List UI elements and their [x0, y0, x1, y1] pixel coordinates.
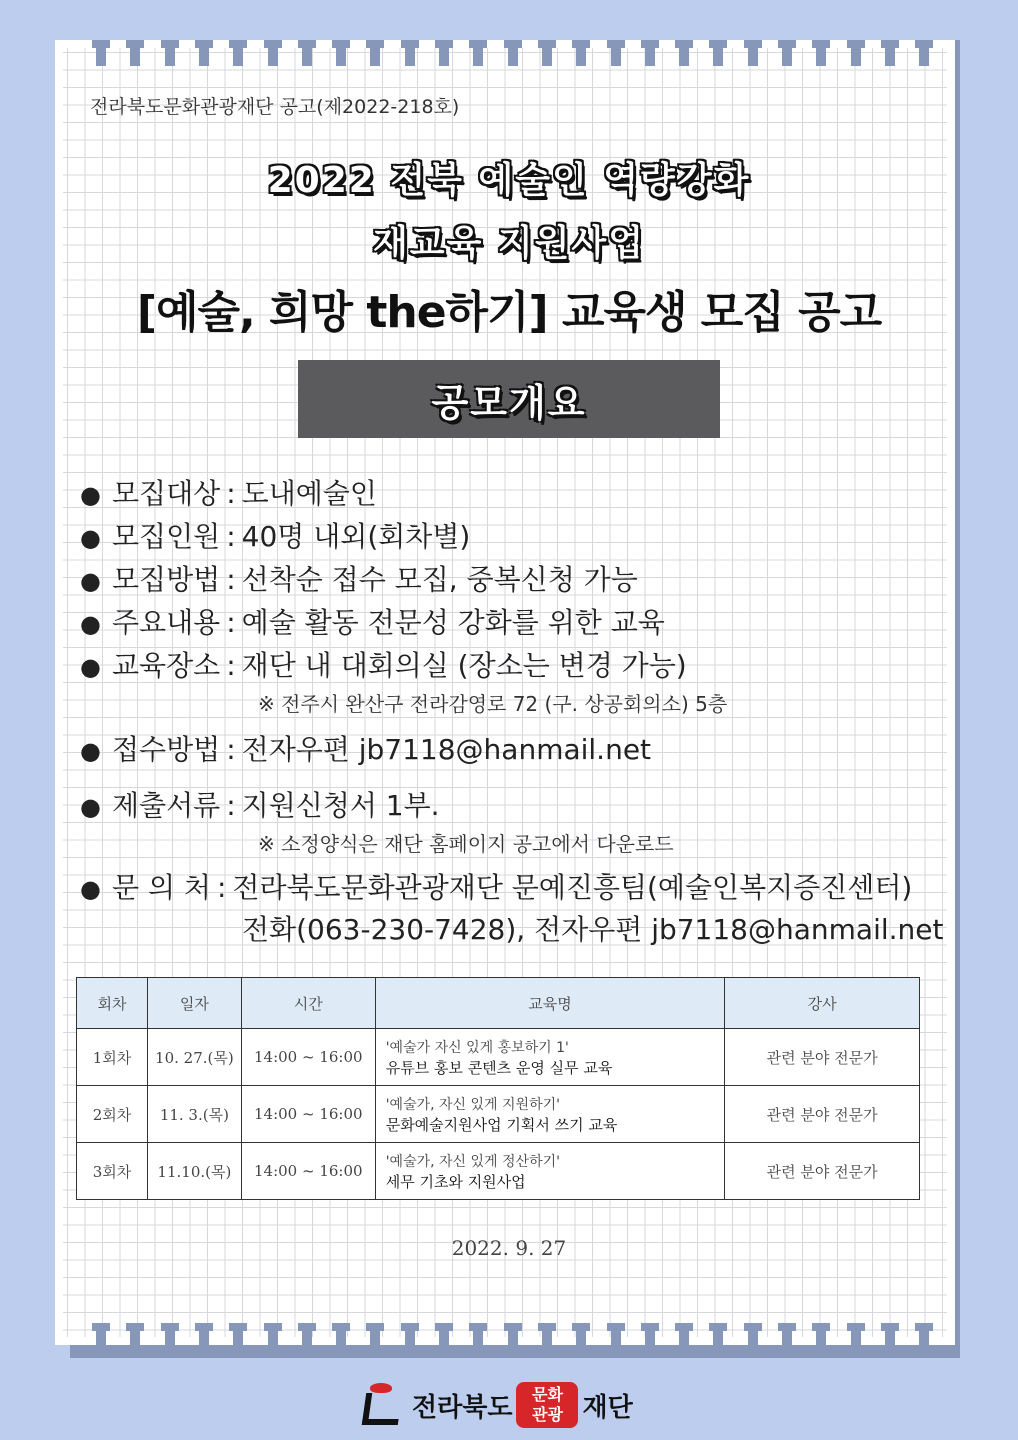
binder-rings-top — [0, 40, 1018, 80]
item-label: 모집인원 — [112, 520, 221, 553]
binder-ring-icon — [542, 1323, 552, 1363]
item-documents — [80, 784, 440, 824]
cell-instructor: 관련 분야 전문가 — [725, 1029, 920, 1086]
course-title: 문화예술지원사업 기획서 쓰기 교육 — [385, 1115, 618, 1134]
cell-session: 2회차 — [77, 1086, 148, 1143]
item-value: 40명 내외(회차별) — [241, 520, 471, 553]
binder-ring-icon — [713, 1323, 723, 1363]
footer-org-left: 전라북도 — [412, 1392, 513, 1423]
cell-instructor: 관련 분야 전문가 — [725, 1086, 920, 1143]
course-subtitle: '예술가, 자신 있게 지원하기' — [385, 1096, 560, 1113]
binder-ring-icon — [405, 1323, 415, 1363]
footer-org-right: 재단 — [582, 1392, 633, 1423]
binder-ring-icon — [165, 1323, 175, 1363]
header-instructor: 강사 — [725, 978, 920, 1029]
bullet-icon: ● — [80, 481, 101, 509]
binder-ring-icon — [302, 1323, 312, 1363]
binder-ring-icon — [576, 1323, 586, 1363]
binder-ring-icon — [816, 40, 826, 80]
binder-ring-icon — [645, 40, 655, 80]
binder-ring-icon — [508, 40, 518, 80]
item-label: 교육장소 — [112, 649, 221, 682]
binder-ring-icon — [885, 40, 895, 80]
item-method — [80, 558, 638, 598]
binder-ring-icon — [885, 1323, 895, 1363]
cell-session: 1회차 — [77, 1029, 148, 1086]
contact-continuation: 전화(063-230-7428), 전자우편 jb7118@hanmail.net — [242, 913, 944, 946]
binder-ring-icon — [130, 1323, 140, 1363]
bullet-icon: ● — [80, 567, 101, 595]
binder-ring-icon — [919, 40, 929, 80]
item-separator: : — [226, 606, 236, 639]
cell-session: 3회차 — [77, 1143, 148, 1200]
bullet-icon: ● — [80, 524, 101, 552]
item-value: 예술 활동 전문성 강화를 위한 교육 — [241, 606, 665, 639]
item-value: 전자우편 jb7118@hanmail.net — [241, 733, 652, 766]
bullet-icon: ● — [80, 737, 101, 765]
binder-ring-icon — [405, 40, 415, 80]
binder-ring-icon — [748, 40, 758, 80]
item-label: 제출서류 — [112, 789, 221, 822]
header-course: 교육명 — [375, 978, 725, 1029]
cell-course — [375, 1029, 725, 1086]
binder-ring-icon — [782, 1323, 792, 1363]
binder-ring-icon — [919, 1323, 929, 1363]
title-line-1: 2022 전북 예술인 역량강화 — [267, 160, 751, 201]
binder-ring-icon — [370, 40, 380, 80]
binder-ring-icon — [473, 1323, 483, 1363]
binder-ring-icon — [302, 40, 312, 80]
bullet-icon: ● — [80, 653, 101, 681]
item-separator: : — [226, 733, 236, 766]
item-label: 모집방법 — [112, 563, 221, 596]
cell-time: 14:00 ~ 16:00 — [241, 1143, 375, 1200]
item-separator: : — [226, 649, 236, 682]
footer-logo — [360, 1380, 633, 1430]
item-value: 지원신청서 1부. — [241, 789, 440, 822]
binder-ring-icon — [748, 1323, 758, 1363]
course-title: 유튜브 홍보 콘텐츠 운영 실무 교육 — [385, 1058, 613, 1077]
binder-ring-icon — [645, 1323, 655, 1363]
overview-label: 공모개요 — [431, 380, 587, 425]
item-separator: : — [216, 871, 227, 904]
item-target — [80, 472, 377, 512]
binder-ring-icon — [473, 40, 483, 80]
item-venue — [80, 644, 687, 684]
item-value: 재단 내 대회의실 (장소는 변경 가능) — [241, 649, 687, 682]
binder-ring-icon — [199, 1323, 209, 1363]
cell-time: 14:00 ~ 16:00 — [241, 1086, 375, 1143]
binder-ring-icon — [268, 40, 278, 80]
item-application — [80, 728, 651, 768]
binder-ring-icon — [439, 40, 449, 80]
header-session: 회차 — [77, 978, 148, 1029]
item-content — [80, 601, 665, 641]
binder-ring-icon — [679, 1323, 689, 1363]
binder-ring-icon — [851, 40, 861, 80]
overview-banner — [298, 360, 720, 438]
binder-ring-icon — [851, 1323, 861, 1363]
item-label: 주요내용 — [112, 606, 221, 639]
item-label: 접수방법 — [112, 733, 221, 766]
item-value: 전라북도문화관광재단 문예진흥팀(예술인복지증진센터) — [232, 871, 913, 904]
cell-time: 14:00 ~ 16:00 — [241, 1029, 375, 1086]
cell-course — [375, 1086, 725, 1143]
foundation-logo-icon — [360, 1383, 404, 1427]
documents-note: ※ 소정양식은 재단 홈페이지 공고에서 다운로드 — [258, 832, 674, 856]
item-label: 모집대상 — [112, 477, 221, 510]
venue-address-note: ※ 전주시 완산구 전라감영로 72 (구. 상공회의소) 5층 — [258, 692, 728, 716]
binder-ring-icon — [713, 40, 723, 80]
table-row — [77, 1143, 920, 1200]
binder-ring-icon — [816, 1323, 826, 1363]
badge-top: 문화 — [532, 1385, 563, 1404]
header-time: 시간 — [241, 978, 375, 1029]
header-date: 일자 — [147, 978, 241, 1029]
notice-date: 2022. 9. 27 — [451, 1236, 567, 1260]
binder-ring-icon — [233, 40, 243, 80]
binder-ring-icon — [336, 1323, 346, 1363]
bullet-icon: ● — [80, 875, 101, 903]
binder-ring-icon — [611, 40, 621, 80]
cell-instructor: 관련 분야 전문가 — [725, 1143, 920, 1200]
item-separator: : — [226, 520, 236, 553]
cell-date: 11.10.(목) — [147, 1143, 241, 1200]
binder-ring-icon — [576, 40, 586, 80]
binder-ring-icon — [199, 40, 209, 80]
item-separator: : — [226, 477, 236, 510]
title-line-2: 재교육 지원사업 — [373, 223, 645, 264]
course-subtitle: '예술가, 자신 있게 정산하기' — [385, 1153, 560, 1170]
binder-ring-icon — [508, 1323, 518, 1363]
table-header-row — [77, 978, 920, 1029]
item-contact — [80, 866, 912, 906]
cell-course — [375, 1143, 725, 1200]
item-separator: : — [226, 789, 236, 822]
binder-ring-icon — [439, 1323, 449, 1363]
binder-ring-icon — [679, 40, 689, 80]
binder-ring-icon — [165, 40, 175, 80]
table-row — [77, 1029, 920, 1086]
binder-ring-icon — [96, 40, 106, 80]
course-title: 세무 기초와 지원사업 — [385, 1172, 526, 1191]
schedule-table — [76, 977, 920, 1200]
item-value: 선착순 접수 모집, 중복신청 가능 — [241, 563, 638, 596]
course-subtitle: '예술가 자신 있게 홍보하기 1' — [385, 1039, 569, 1056]
binder-ring-icon — [96, 1323, 106, 1363]
footer-badge — [516, 1382, 578, 1428]
main-title: [예술, 희망 the하기] 교육생 모집 공고 — [136, 287, 882, 338]
notice-number: 전라북도문화관광재단 공고(제2022-218호) — [90, 96, 460, 118]
binder-rings-bottom — [0, 1315, 1018, 1355]
binder-ring-icon — [611, 1323, 621, 1363]
item-headcount — [80, 515, 470, 555]
binder-ring-icon — [268, 1323, 278, 1363]
binder-ring-icon — [233, 1323, 243, 1363]
item-value: 도내예술인 — [241, 477, 377, 510]
badge-bottom: 관광 — [532, 1405, 563, 1424]
bullet-icon: ● — [80, 610, 101, 638]
bullet-icon: ● — [80, 793, 101, 821]
item-label: 문 의 처 — [112, 871, 211, 904]
binder-ring-icon — [130, 40, 140, 80]
table-row — [77, 1086, 920, 1143]
cell-date: 10. 27.(목) — [147, 1029, 241, 1086]
binder-ring-icon — [336, 40, 346, 80]
binder-ring-icon — [782, 40, 792, 80]
cell-date: 11. 3.(목) — [147, 1086, 241, 1143]
binder-ring-icon — [542, 40, 552, 80]
binder-ring-icon — [370, 1323, 380, 1363]
item-separator: : — [226, 563, 236, 596]
